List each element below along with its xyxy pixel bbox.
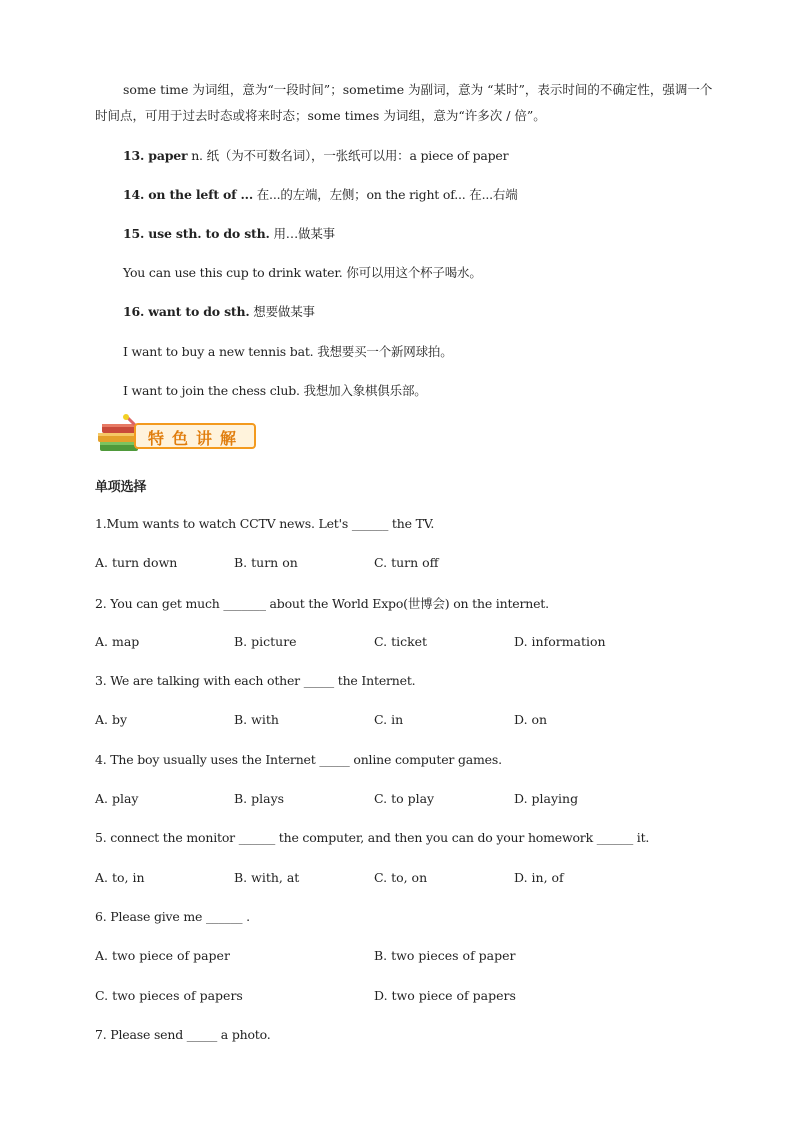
option[interactable]: B. with — [234, 712, 279, 727]
note-16-example-2: I want to join the chess club. 我想加入象棋俱乐部。 — [123, 383, 427, 398]
question-3: 3. We are talking with each other _____ the Internet. — [95, 673, 416, 688]
note-16-example-1: I want to buy a new tennis bat. 我想要买一个新网球拍。 — [123, 344, 453, 359]
option[interactable]: D. in, of — [514, 870, 564, 885]
option[interactable]: B. picture — [234, 634, 297, 649]
note-15 — [123, 224, 335, 242]
note-head: 13. paper — [123, 148, 188, 163]
option[interactable]: D. two piece of papers — [374, 988, 516, 1003]
note-body: 在...的左端，左侧；on the right of... 在...右端 — [252, 187, 518, 202]
note-head: 16. want to do sth. — [123, 304, 250, 319]
option[interactable]: A. by — [95, 712, 128, 727]
option[interactable]: A. play — [95, 791, 139, 806]
option[interactable]: D. playing — [514, 791, 579, 806]
banner-title: 特色讲解 — [148, 429, 245, 448]
option[interactable]: C. in — [374, 712, 404, 727]
option[interactable]: D. on — [514, 712, 548, 727]
option[interactable]: D. information — [514, 634, 606, 649]
note-body: 用…做某事 — [269, 226, 335, 241]
question-4: 4. The boy usually uses the Internet _____ online computer games. — [95, 752, 502, 767]
option[interactable]: C. two pieces of papers — [95, 988, 243, 1003]
feature-banner — [96, 414, 266, 456]
option[interactable]: B. two pieces of paper — [374, 948, 516, 963]
question-2: 2. You can get much _______ about the World Expo(世博会) on the internet. — [95, 596, 549, 611]
option[interactable]: A. turn down — [95, 555, 178, 570]
note-15-example: You can use this cup to drink water. 你可以用这个杯子喝水。 — [123, 265, 482, 280]
option[interactable]: A. map — [95, 634, 140, 649]
intro-paragraph: some time 为词组，意为“一段时间”；sometime 为副词，意为 “某时”，表示时间的不确定性，强调一个时间点，可用于过去时态或将来时态；some times 为词组，意为“许多次 / 倍”。 — [95, 82, 713, 123]
note-13 — [123, 146, 508, 164]
note-14 — [123, 185, 518, 203]
section-title: 单项选择 — [95, 480, 147, 495]
option[interactable]: B. with, at — [234, 870, 300, 885]
option[interactable]: B. plays — [234, 791, 285, 806]
note-head: 15. use sth. to do sth. — [123, 226, 270, 241]
option[interactable]: C. ticket — [374, 634, 428, 649]
note-body: 想要做某事 — [249, 304, 315, 319]
option[interactable]: A. to, in — [95, 870, 145, 885]
question-7: 7. Please send _____ a photo. — [95, 1027, 271, 1042]
note-16 — [123, 302, 315, 320]
option[interactable]: C. to play — [374, 791, 435, 806]
option[interactable]: C. turn off — [374, 555, 439, 570]
option[interactable]: C. to, on — [374, 870, 428, 885]
note-head: 14. on the left of ... — [123, 187, 253, 202]
option[interactable]: B. turn on — [234, 555, 298, 570]
question-1: 1.Mum wants to watch CCTV news. Let's ______ the TV. — [95, 516, 435, 531]
note-body: n. 纸（为不可数名词），一张纸可以用：a piece of paper — [187, 148, 509, 163]
question-5: 5. connect the monitor ______ the computer, and then you can do your homework ______ it. — [95, 830, 650, 845]
question-6: 6. Please give me ______ . — [95, 909, 250, 924]
option[interactable]: A. two piece of paper — [95, 948, 230, 963]
